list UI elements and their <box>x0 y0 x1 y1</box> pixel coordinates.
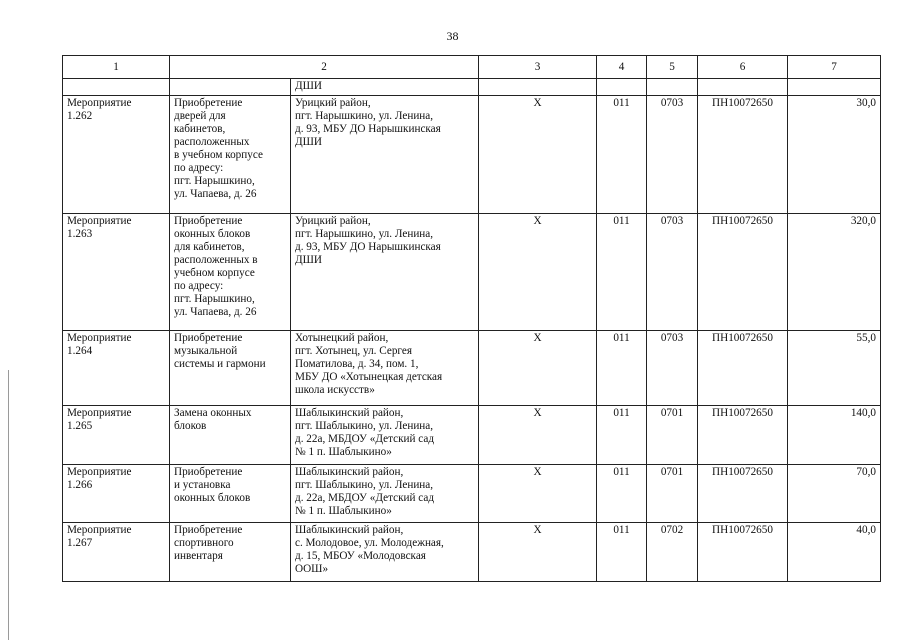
continuation-row <box>63 79 881 96</box>
cell-col-7: 55,0 <box>788 331 881 406</box>
activity-name: Приобретение музыкальной системы и гармони <box>170 331 291 406</box>
cell-col-7: 40,0 <box>788 523 881 582</box>
activity-place: Хотынецкий район, пгт. Хотынец, ул. Сергея Поматилова, д. 34, пом. 1, МБУ ДО «Хотынецкая детская школа искусств» <box>291 331 479 406</box>
cell-col-6: ПН10072650 <box>698 406 788 465</box>
header-col-6: 6 <box>698 56 788 79</box>
cell-col-3: Х <box>479 96 597 214</box>
cell-col-3: Х <box>479 331 597 406</box>
cell-col-4: 011 <box>597 465 647 523</box>
cell-col-3: Х <box>479 523 597 582</box>
activities-table <box>62 55 881 582</box>
cell-col-6: ПН10072650 <box>698 96 788 214</box>
table-row <box>63 523 881 582</box>
activity-id: Мероприятие 1.267 <box>63 523 170 582</box>
activity-id: Мероприятие 1.266 <box>63 465 170 523</box>
activity-place: Шаблыкинский район, пгт. Шаблыкино, ул. Ленина, д. 22а, МБДОУ «Детский сад № 1 п. Шаблыкино» <box>291 406 479 465</box>
activity-place: Урицкий район, пгт. Нарышкино, ул. Ленина, д. 93, МБУ ДО Нарышкинская ДШИ <box>291 214 479 331</box>
cell-col-4: 011 <box>597 331 647 406</box>
table-row <box>63 465 881 523</box>
activity-id: Мероприятие 1.265 <box>63 406 170 465</box>
cell-col-3: Х <box>479 214 597 331</box>
cell-col-5: 0701 <box>647 406 698 465</box>
continuation-place: ДШИ <box>291 79 479 96</box>
cell-col-6: ПН10072650 <box>698 331 788 406</box>
cell-col-7: 30,0 <box>788 96 881 214</box>
cell-col-5: 0703 <box>647 331 698 406</box>
table-row <box>63 214 881 331</box>
cell-col-4: 011 <box>597 406 647 465</box>
cell-col-3: Х <box>479 406 597 465</box>
table-row <box>63 331 881 406</box>
cell-col-5: 0702 <box>647 523 698 582</box>
activity-place: Урицкий район, пгт. Нарышкино, ул. Ленина, д. 93, МБУ ДО Нарышкинская ДШИ <box>291 96 479 214</box>
header-col-7: 7 <box>788 56 881 79</box>
cell-col-6: ПН10072650 <box>698 214 788 331</box>
activity-id: Мероприятие 1.262 <box>63 96 170 214</box>
cell-col-6: ПН10072650 <box>698 523 788 582</box>
activity-name: Приобретение дверей для кабинетов, расположенных в учебном корпусе по адресу: пгт. Нарышкино, ул. Чапаева, д. 26 <box>170 96 291 214</box>
header-col-3: 3 <box>479 56 597 79</box>
activity-id: Мероприятие 1.264 <box>63 331 170 406</box>
activity-place: Шаблыкинский район, пгт. Шаблыкино, ул. Ленина, д. 22а, МБДОУ «Детский сад № 1 п. Шаблыкино» <box>291 465 479 523</box>
cell-col-7: 320,0 <box>788 214 881 331</box>
header-row <box>63 56 881 79</box>
table-row <box>63 96 881 214</box>
cell-col-7: 140,0 <box>788 406 881 465</box>
activity-id: Мероприятие 1.263 <box>63 214 170 331</box>
cell-col-5: 0701 <box>647 465 698 523</box>
header-col-5: 5 <box>647 56 698 79</box>
activity-name: Приобретение спортивного инвентаря <box>170 523 291 582</box>
table-row <box>63 406 881 465</box>
cell-col-4: 011 <box>597 96 647 214</box>
cell-col-5: 0703 <box>647 214 698 331</box>
activity-place: Шаблыкинский район, с. Молодовое, ул. Молодежная, д. 15, МБОУ «Молодовская ООШ» <box>291 523 479 582</box>
cell-col-3: Х <box>479 465 597 523</box>
header-col-4: 4 <box>597 56 647 79</box>
scan-margin-line <box>8 370 9 640</box>
cell-col-7: 70,0 <box>788 465 881 523</box>
header-col-2: 2 <box>170 56 479 79</box>
cell-col-6: ПН10072650 <box>698 465 788 523</box>
header-col-1: 1 <box>63 56 170 79</box>
page-number: 38 <box>446 29 459 43</box>
activity-name: Приобретение и установка оконных блоков <box>170 465 291 523</box>
activity-name: Замена оконных блоков <box>170 406 291 465</box>
cell-col-4: 011 <box>597 214 647 331</box>
activity-name: Приобретение оконных блоков для кабинетов, расположенных в учебном корпусе по адресу: пгт. Нарышкино, ул. Чапаева, д. 26 <box>170 214 291 331</box>
cell-col-5: 0703 <box>647 96 698 214</box>
cell-col-4: 011 <box>597 523 647 582</box>
